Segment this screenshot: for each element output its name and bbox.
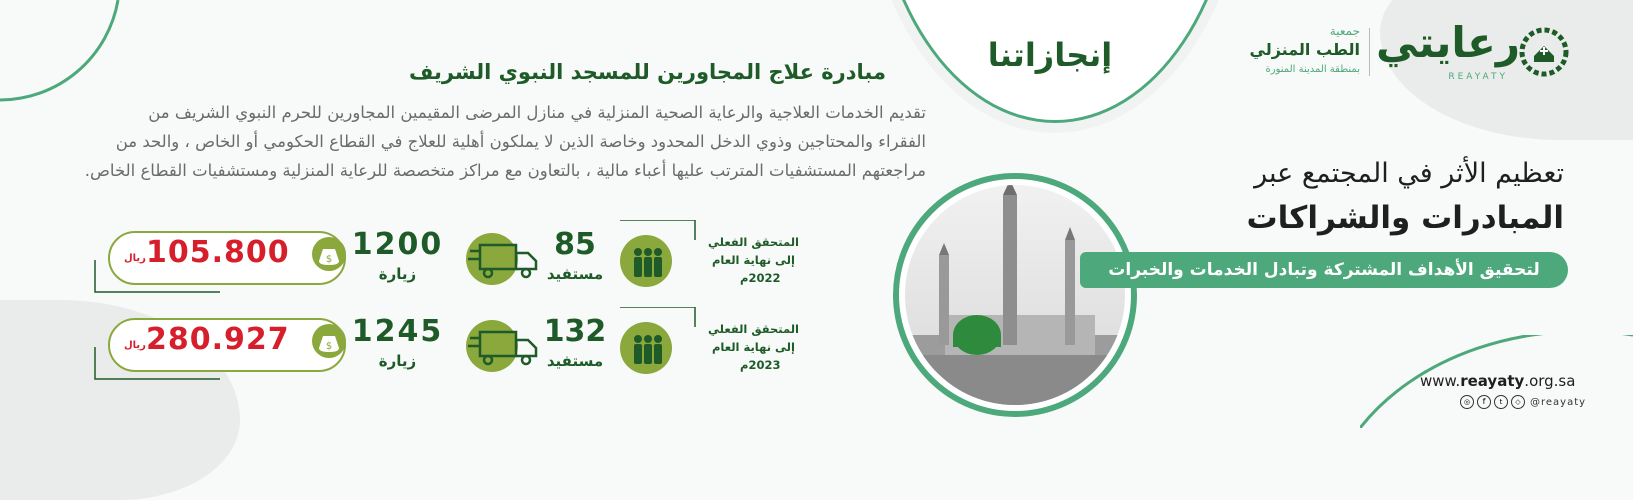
visits-label: زيارة: [378, 265, 417, 283]
people-icon: [620, 322, 672, 374]
stat-label-line2: إلى نهاية العام: [712, 340, 795, 354]
snapchat-icon[interactable]: ◇: [1511, 395, 1525, 409]
money-bag-icon: [312, 324, 346, 358]
stats-row-2023: [90, 312, 810, 392]
description-line-2: الفقراء والمحتاجين وذوي الدخل المحدود وخاصة الذين لا يملكون أهلية للعلاج في القطاع الحكومي أو الخاص ، والحد من: [115, 132, 926, 151]
org-name-line1: جمعية: [1329, 24, 1360, 38]
svg-text:$: $: [325, 254, 333, 265]
instagram-icon[interactable]: ◎: [1460, 395, 1474, 409]
logo-divider: [1369, 28, 1370, 76]
description-line-1: تقديم الخدمات العلاجية والرعاية الصحية المنزلية في منازل المرضى المقيمين المجاورين للحرم النبوي الشريف من: [148, 103, 926, 122]
beneficiaries-count: 132: [543, 314, 607, 349]
headline-line1: تعظيم الأثر في المجتمع عبر: [1254, 158, 1564, 189]
delivery-truck-icon: [466, 320, 518, 372]
org-name-line3: بمنطقة المدينة المنورة: [1265, 64, 1360, 75]
stat-label-line1: المتحقق الفعلي: [708, 235, 799, 249]
website-prefix: www.: [1420, 372, 1461, 390]
website-suffix: .org.sa: [1524, 372, 1576, 390]
initiative-title: مبادرة علاج المجاورين للمسجد النبوي الشريف: [408, 60, 886, 84]
twitter-icon[interactable]: t: [1494, 395, 1508, 409]
visits-label: زيارة: [378, 352, 417, 370]
delivery-truck-icon: [466, 233, 518, 285]
website-link[interactable]: [1420, 372, 1575, 390]
mosque-photo: [905, 185, 1125, 405]
amount-value: 105.800: [146, 235, 290, 270]
social-handle: @reayaty: [1530, 396, 1587, 408]
currency-label: ريال: [124, 253, 146, 264]
stat-label-line2: إلى نهاية العام: [712, 253, 795, 267]
headline-banner: لتحقيق الأهداف المشتركة وتبادل الخدمات والخبرات: [1080, 252, 1568, 288]
svg-text:$: $: [325, 341, 333, 352]
amount-value: 280.927: [146, 322, 290, 357]
social-row: [1460, 394, 1586, 410]
visits-count: 1245: [351, 314, 444, 349]
beneficiaries-label: مستفيد: [546, 265, 604, 283]
stats-row-2022: [90, 225, 810, 305]
decor-arc-top-left: [0, 0, 130, 110]
website-bold: reayaty: [1460, 372, 1525, 390]
org-name-line2: الطب المنزلي: [1249, 40, 1360, 59]
facebook-icon[interactable]: f: [1477, 395, 1491, 409]
beneficiaries-count: 85: [554, 227, 596, 262]
stat-label-line1: المتحقق الفعلي: [708, 322, 799, 336]
money-bag-icon: [312, 237, 346, 271]
logo-word: رعايتي: [1375, 18, 1520, 67]
logo: [1240, 18, 1570, 88]
initiative-description: [30, 98, 926, 185]
achievements-title: إنجازاتنا: [987, 36, 1113, 74]
headline-line2: المبادرات والشراكات: [1246, 200, 1564, 236]
stat-label-year: 2023م: [740, 358, 781, 372]
stat-label-year: 2022م: [740, 271, 781, 285]
description-line-3: مراجعتهم المستشفيات المترتب عليها أعباء مالية ، بالتعاون مع مراكز متخصصة للرعاية المنزلية ومستشفيات القطاع الخاص.: [84, 161, 926, 180]
logo-latin: REAYATY: [1448, 72, 1508, 82]
medical-home-logo-icon: [1518, 26, 1570, 78]
beneficiaries-label: مستفيد: [546, 352, 604, 370]
currency-label: ريال: [124, 340, 146, 351]
people-icon: [620, 235, 672, 287]
visits-count: 1200: [351, 227, 444, 262]
